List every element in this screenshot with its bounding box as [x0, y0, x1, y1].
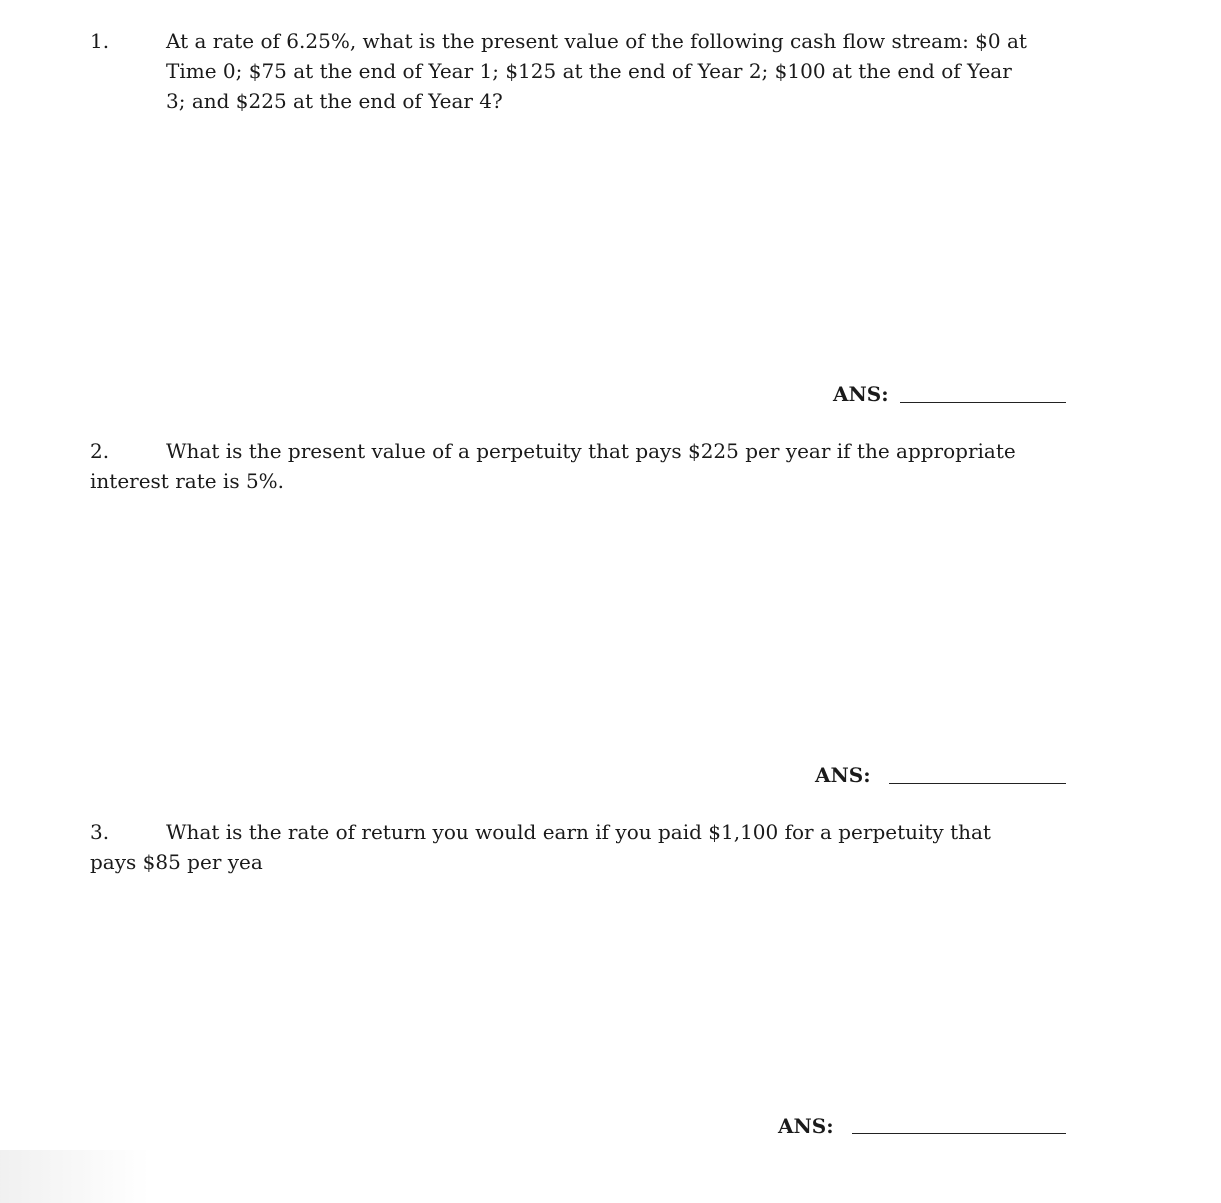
question-text-line: What is the rate of return you would earn if you paid $1,100 for a perpetuity that [166, 820, 991, 844]
answer-label: ANS: [815, 763, 871, 787]
question-text-line: interest rate is 5%. [90, 469, 285, 493]
question-text-line: 3; and $225 at the end of Year 4? [166, 89, 503, 113]
answer-label: ANS: [778, 1114, 834, 1138]
answer-blank[interactable] [900, 402, 1066, 403]
question-number: 2. [90, 439, 110, 463]
question-text-line: pays $85 per yea [90, 850, 263, 874]
question-text-line: At a rate of 6.25%, what is the present value of the following cash flow stream: $0 at [166, 29, 1027, 53]
question-text-line: Time 0; $75 at the end of Year 1; $125 at the end of Year 2; $100 at the end of Year [166, 59, 1012, 83]
answer-blank[interactable] [889, 783, 1066, 784]
answer-label: ANS: [833, 382, 889, 406]
scan-smudge [0, 1150, 150, 1203]
question-number: 3. [90, 820, 110, 844]
question-text-line: What is the present value of a perpetuity that pays $225 per year if the appropriate [166, 439, 1016, 463]
answer-blank[interactable] [852, 1133, 1066, 1134]
question-number: 1. [90, 29, 110, 53]
